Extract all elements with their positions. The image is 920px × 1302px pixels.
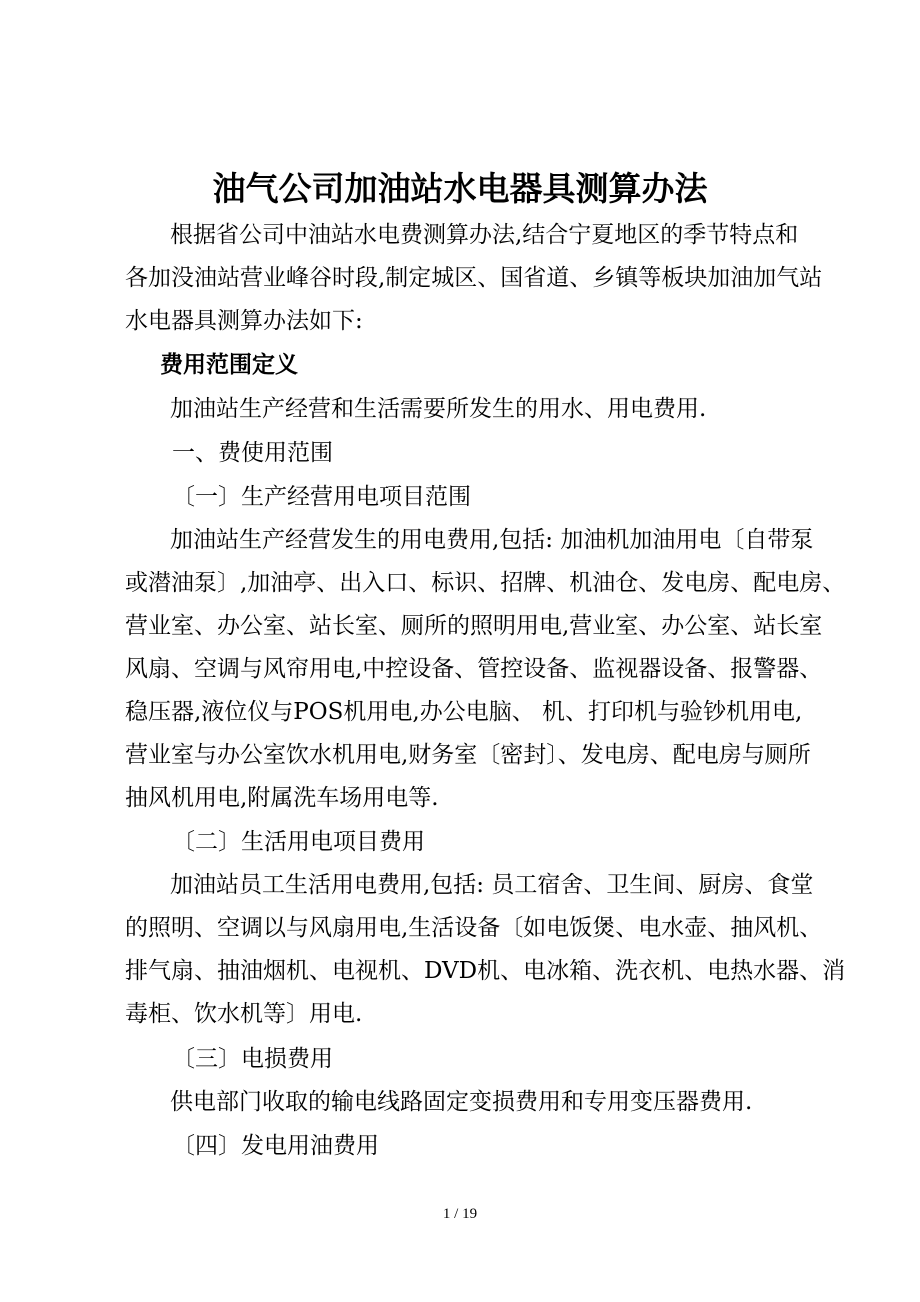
sub-one-line-2: 或潜油泵〕,加油亭、出入口、标识、招牌、机油仓、发电房、配电房、 xyxy=(125,570,846,596)
definition-text: 加油站生产经营和生活需要所发生的用水、用电费用. xyxy=(170,396,707,422)
intro-line-2: 各加没油站营业峰谷时段,制定城区、国省道、乡镇等板块加油加气站 xyxy=(125,265,823,291)
sub-two-line-3: 排气扇、抽油烟机、电视机、DVD机、电冰箱、洗衣机、电热水器、消 xyxy=(125,958,846,984)
sub-one-heading: 〔一〕生产经营用电项目范围 xyxy=(172,484,471,510)
definition-heading: 费用范围定义 xyxy=(160,352,298,378)
sub-one-line-6: 营业室与办公室饮水机用电,财务室〔密封〕、发电房、配电房与厕所 xyxy=(125,742,811,768)
intro-line-3: 水电器具测算办法如下: xyxy=(125,308,363,334)
sub-three-heading: 〔三〕电损费用 xyxy=(172,1046,333,1072)
sub-one-line-3: 营业室、办公室、站长室、厕所的照明用电,营业室、办公室、站长室 xyxy=(125,613,823,639)
document-title: 油气公司加油站水电器具测算办法 xyxy=(212,169,708,208)
sub-two-line-1: 加油站员工生活用电费用,包括: 员工宿舍、卫生间、厨房、食堂 xyxy=(170,872,814,898)
sub-one-line-4: 风扇、空调与风帘用电,中控设备、管控设备、监视器设备、报警器、 xyxy=(125,656,823,682)
sub-three-text: 供电部门收取的输电线路固定变损费用和专用变压器费用. xyxy=(170,1089,753,1115)
page-number: 1 / 19 xyxy=(442,1206,478,1222)
sub-two-heading: 〔二〕生活用电项目费用 xyxy=(172,829,425,855)
sub-one-line-5: 稳压器,液位仪与POS机用电,办公电脑、 机、打印机与验钞机用电, xyxy=(125,699,803,725)
sub-four-heading: 〔四〕发电用油费用 xyxy=(172,1133,379,1159)
section-one-heading: 一、费使用范围 xyxy=(172,440,333,466)
sub-one-line-7: 抽风机用电,附属洗车场用电等. xyxy=(125,785,439,811)
sub-one-line-1: 加油站生产经营发生的用电费用,包括: 加油机加油用电〔自带泵 xyxy=(170,527,814,553)
sub-two-line-2: 的照明、空调以与风扇用电,生活设备〔如电饭煲、电水壶、抽风机、 xyxy=(125,915,823,941)
sub-two-line-4: 毒柜、饮水机等〕用电. xyxy=(125,1001,363,1027)
intro-line-1: 根据省公司中油站水电费测算办法,结合宁夏地区的季节特点和 xyxy=(170,222,799,248)
